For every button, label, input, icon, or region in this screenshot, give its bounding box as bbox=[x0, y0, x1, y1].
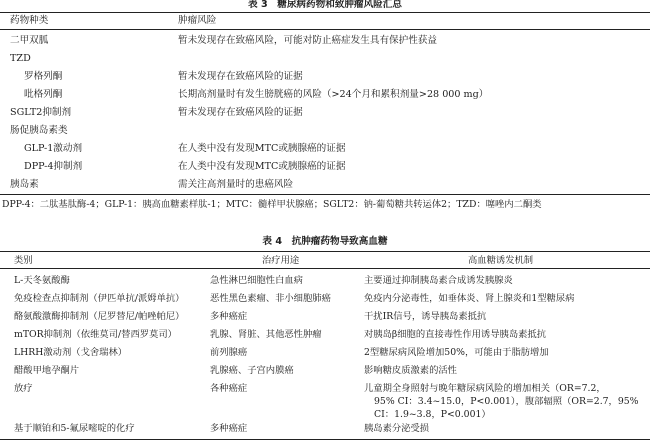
table-4-row-use: 乳腺、肾脏、其他恶性肿瘤 bbox=[210, 329, 322, 340]
table-4-row-use: 多种癌症 bbox=[210, 311, 248, 322]
table-4-row-mechanism: 95% CI：3.4~15.0，P<0.001），腹部辐照（OR=2.7，95% bbox=[374, 396, 639, 407]
table-3-bottom-rule bbox=[0, 194, 650, 195]
table-4-row-category: 基于顺铂和5-氟尿嘧啶的化疗 bbox=[14, 423, 135, 434]
table-3-row-drug: 胰岛素 bbox=[10, 179, 39, 190]
table-4-caption: 表 4 抗肿瘤药物导致高血糖 bbox=[262, 236, 388, 247]
table-4-top-rule bbox=[0, 251, 650, 252]
table-4-row-category: 醋酸甲地孕酮片 bbox=[14, 365, 80, 376]
table-4-row-mechanism: 干扰IR信号，诱导胰岛素抵抗 bbox=[364, 311, 487, 322]
table-3-row-drug: 罗格列酮 bbox=[24, 71, 63, 82]
table-4-row-use: 多种癌症 bbox=[210, 423, 248, 434]
table-3-row-drug: TZD bbox=[10, 53, 31, 64]
table-3-row-risk: 需关注高剂量时的患癌风险 bbox=[178, 179, 294, 190]
table-4-row-use: 急性淋巴细胞性白血病 bbox=[210, 275, 303, 286]
table-3-row-risk: 暂未发现存在致癌风险的证据 bbox=[178, 71, 303, 82]
table-4-row-category: LHRH激动剂（戈舍瑞林） bbox=[14, 347, 128, 358]
table-4-row-mechanism: CI：1.9~3.8，P<0.001） bbox=[374, 409, 491, 420]
table-4-row-mechanism: 对胰岛β细胞的直接毒性作用诱导胰岛素抵抗 bbox=[364, 329, 547, 340]
table-4-row-mechanism: 胰岛素分泌受损 bbox=[364, 423, 430, 434]
table-4-row-use: 前列腺癌 bbox=[210, 347, 248, 358]
table-4-row-category: mTOR抑制剂（依维莫司/替西罗莫司） bbox=[14, 329, 177, 340]
table-4-header-use: 治疗用途 bbox=[262, 255, 300, 266]
table-4-row-use: 恶性黑色素瘤、非小细胞肺癌 bbox=[210, 293, 331, 304]
table-4-row-mechanism: 免疫内分泌毒性，如垂体炎、肾上腺炎和1型糖尿病 bbox=[364, 293, 575, 304]
table-3-row-risk: 在人类中没有发现MTC或胰腺癌的证据 bbox=[178, 143, 346, 154]
table-4-row-mechanism: 2型糖尿病风险增加50%，可能由于脂肪增加 bbox=[364, 347, 549, 358]
table-4-row-mechanism: 儿童期全身照射与晚年糖尿病风险的增加相关（OR=7.2， bbox=[364, 383, 606, 394]
table-4-bottom-rule bbox=[0, 439, 650, 440]
table-4-row-category: 免疫检查点抑制剂（伊匹单抗/派姆单抗） bbox=[14, 293, 185, 304]
table-3-row-drug: 二甲双胍 bbox=[10, 35, 49, 46]
table-4-row-category: 放疗 bbox=[14, 383, 33, 394]
table-3-header-rule bbox=[0, 29, 650, 30]
table-3-top-rule bbox=[0, 12, 650, 13]
table-3-row-drug: GLP-1激动剂 bbox=[24, 143, 83, 154]
table-3-row-risk: 暂未发现存在致癌风险的证据 bbox=[178, 107, 303, 118]
table-3-caption: 表 3 糖尿病药物和致肿瘤风险汇总 bbox=[248, 0, 402, 10]
table-4-row-use: 各种癌症 bbox=[210, 383, 248, 394]
table-4-row-mechanism: 主要通过抑制胰岛素合成诱发胰腺炎 bbox=[364, 275, 513, 286]
table-3-header-risk: 肿瘤风险 bbox=[178, 15, 217, 26]
table-3-footnote: DPP-4：二肽基肽酶-4；GLP-1：胰高血糖素样肽-1；MTC：髓样甲状腺癌；SGLT2：钠-葡萄糖共转运体2；TZD：噻唑内二酮类 bbox=[2, 199, 542, 210]
table-4-header-category: 类别 bbox=[14, 255, 33, 266]
table-3-row-risk: 在人类中没有发现MTC或胰腺癌的证据 bbox=[178, 161, 346, 172]
table-4-header-mechanism: 高血糖诱发机制 bbox=[468, 255, 534, 266]
table-4-row-category: 酪氨酸激酶抑制剂（尼罗替尼/帕唑帕尼） bbox=[14, 311, 185, 322]
table-3-row-drug: 吡格列酮 bbox=[24, 89, 63, 100]
table-3-header-drug: 药物种类 bbox=[10, 15, 49, 26]
table-4-header-rule bbox=[0, 268, 650, 269]
table-3-row-risk: 长期高剂量时有发生膀胱癌的风险（>24个月和累积剂量>28 000 mg） bbox=[178, 89, 489, 100]
table-3-row-risk: 暂未发现存在致癌风险，可能对防止癌症发生具有保护性获益 bbox=[178, 35, 438, 46]
table-3-row-drug: 肠促胰岛素类 bbox=[10, 125, 68, 136]
table-4-row-category: L-天冬氨酸酶 bbox=[14, 275, 70, 286]
table-3-row-drug: DPP-4抑制剂 bbox=[24, 161, 83, 172]
table-4-row-use: 乳腺癌、子宫内膜癌 bbox=[210, 365, 294, 376]
table-3-row-drug: SGLT2抑制剂 bbox=[10, 107, 72, 118]
table-4-row-mechanism: 影响糖皮质激素的活性 bbox=[364, 365, 457, 376]
